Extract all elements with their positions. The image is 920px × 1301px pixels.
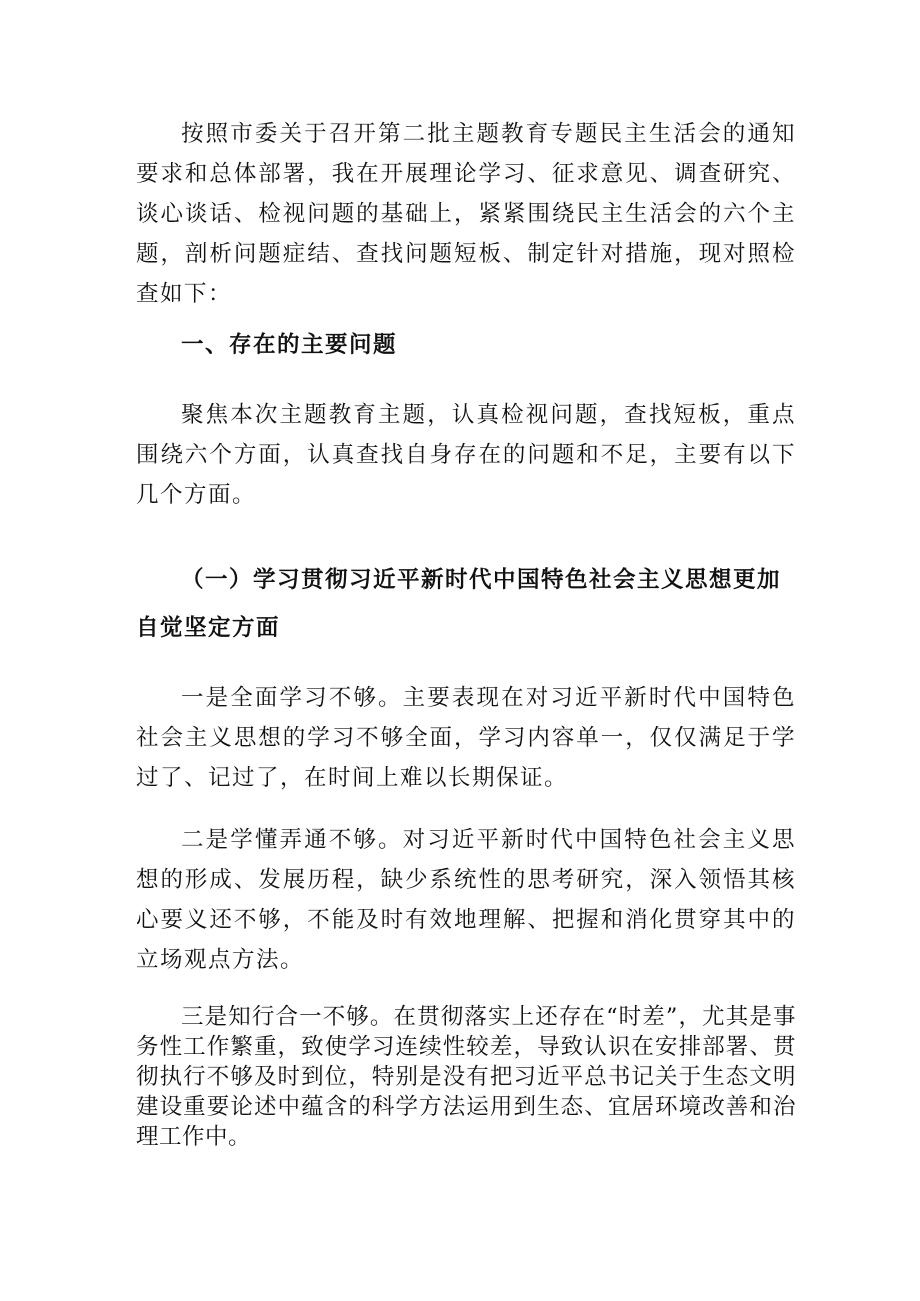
intro-paragraph: 按照市委关于召开第二批主题教育专题民主生活会的通知要求和总体部署，我在开展理论学习、征求意见、调查研究、谈心谈话、检视问题的基础上，紧紧围绕民主生活会的六个主题，剖析问题症结、查找问题短板、制定针对措施，现对照检查如下： (136, 121, 796, 307)
point-1-paragraph: 一是全面学习不够。主要表现在对习近平新时代中国特色社会主义思想的学习不够全面，学习内容单一，仅仅满足于学过了、记过了，在时间上难以长期保证。 (136, 685, 796, 791)
point-3-paragraph: 三是知行合一不够。在贯彻落实上还存在“时差”，尤其是事务性工作繁重，致使学习连续性较差，导致认识在安排部署、贯彻执行不够及时到位，特别是没有把习近平总书记关于生态文明建设重要论述中蕴含的科学方法运用到生态、宜居环境改善和治理工作中。 (136, 1004, 796, 1150)
point-2-paragraph: 二是学懂弄通不够。对习近平新时代中国特色社会主义思想的形成、发展历程，缺少系统性的思考研究，深入领悟其核心要义还不够，不能及时有效地理解、把握和消化贯穿其中的立场观点方法。 (136, 827, 796, 973)
section-intro-paragraph: 聚焦本次主题教育主题，认真检视问题，查找短板，重点围绕六个方面，认真查找自身存在的问题和不足，主要有以下几个方面。 (136, 402, 796, 508)
subsection-heading-1: （一）学习贯彻习近平新时代中国特色社会主义思想更加自觉坚定方面 (136, 567, 782, 641)
section-heading-main-problems: 一、存在的主要问题 (181, 332, 398, 358)
